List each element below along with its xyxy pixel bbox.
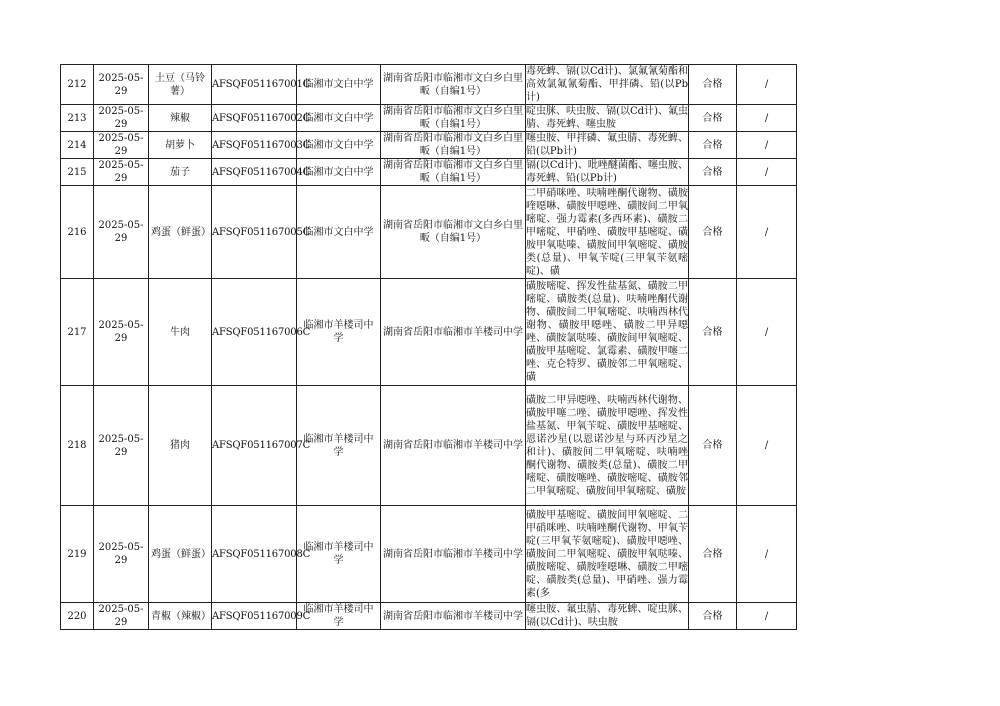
sample-code: AFSQF051167004C: [212, 166, 311, 178]
sample-code-cell: [212, 186, 311, 279]
row-number: 220: [67, 610, 87, 622]
sampled-address-cell: [381, 132, 526, 159]
remark-cell: [737, 132, 797, 159]
sample-code-cell: [212, 132, 311, 159]
sampling-date: 2025-05-29: [98, 133, 144, 157]
table-row: [61, 386, 797, 506]
sample-name-cell: [149, 132, 212, 159]
remark-cell: [737, 65, 797, 105]
test-items-cell: [526, 159, 689, 186]
sampled-address: 湖南省岳阳市临湘市文白乡白里畈（自编1号）: [383, 133, 523, 157]
sample-code: AFSQF051167001C: [212, 79, 311, 90]
table-row: [61, 132, 797, 159]
sampled-unit-cell: [297, 186, 381, 279]
sampling-date: 2025-05-29: [98, 106, 144, 130]
test-items: 噻虫胺、氟虫腈、毒死蜱、啶虫脒、镉(以Cd计)、呋虫胺: [526, 604, 688, 628]
sampling-date-cell: [94, 132, 149, 159]
test-items: 二甲硝咪唑、呋喃唑酮代谢物、磺胺喹噁啉、磺胺甲噁唑、磺胺间二甲氧嘧啶、强力霉素(多西环素)、磺胺二甲嘧啶、甲硝唑、磺胺甲基嘧啶、磺胺甲氧哒嗪、磺胺间甲氧嘧啶、磺胺类(总量)、甲氧苄啶(三甲氧苄氨嘧啶)、磺: [526, 187, 688, 277]
sampled-unit-cell: [297, 105, 381, 132]
test-items-cell: [526, 105, 689, 132]
sample-code-cell: [212, 65, 311, 105]
test-result: 合格: [702, 139, 723, 151]
sampled-unit: 临湘市文白中学: [303, 139, 374, 151]
sampled-address-cell: [381, 186, 526, 279]
remark-cell: [737, 603, 797, 630]
sampled-unit: 临湘市文白中学: [303, 112, 374, 124]
remark-cell: [737, 386, 797, 506]
row-number-cell: [61, 105, 94, 132]
sample-code: AFSQF051167005C: [212, 226, 311, 238]
test-items-cell: [526, 65, 689, 105]
test-result: 合格: [702, 610, 723, 622]
sampling-date-cell: [94, 65, 149, 105]
test-items: 磺胺甲基嘧啶、磺胺间甲氧嘧啶、二甲硝咪唑、呋喃唑酮代谢物、甲氧苄啶(三甲氧苄氨嘧啶)、磺胺甲噁唑、磺胺间二甲氧嘧啶、磺胺甲氧哒嗪、磺胺嘧啶、磺胺喹噁啉、磺胺二甲嘧啶、磺胺类(总量)、甲硝唑、强力霉素(多: [526, 509, 688, 599]
remark: /: [764, 226, 769, 238]
test-result: 合格: [702, 548, 723, 560]
sampled-address-cell: [381, 603, 526, 630]
sampled-address: 湖南省岳阳市临湘市文白乡白里畈（自编1号）: [383, 220, 523, 244]
sample-name: 鸡蛋（鲜蛋）: [151, 226, 211, 238]
remark-cell: [737, 186, 797, 279]
test-result-cell: [689, 386, 737, 506]
test-result: 合格: [702, 226, 723, 238]
sampled-address-cell: [381, 105, 526, 132]
row-number-cell: [61, 506, 94, 603]
row-number: 216: [67, 226, 87, 238]
sampled-unit: 临湘市文白中学: [303, 79, 374, 90]
test-items-cell: [526, 186, 689, 279]
test-result-cell: [689, 132, 737, 159]
test-result: 合格: [702, 112, 723, 124]
sampled-address: 湖南省岳阳市临湘市羊楼司中学: [383, 548, 523, 560]
test-result-cell: [689, 279, 737, 386]
remark: /: [764, 79, 769, 90]
sampling-date: 2025-05-29: [98, 160, 144, 184]
sampled-unit-cell: [297, 65, 381, 105]
remark: /: [764, 326, 769, 338]
table-row: [61, 65, 797, 105]
sampled-unit: 临湘市羊楼司中学: [303, 542, 374, 566]
table-row: [61, 279, 797, 386]
sample-code: AFSQF051167006C: [212, 326, 311, 338]
test-result-cell: [689, 186, 737, 279]
remark: /: [764, 548, 769, 560]
table-row: [61, 105, 797, 132]
sampled-address-cell: [381, 279, 526, 386]
remark-cell: [737, 506, 797, 603]
remark: /: [764, 166, 769, 178]
row-number: 213: [67, 112, 87, 124]
test-result: 合格: [702, 326, 723, 338]
test-result: 合格: [702, 166, 723, 178]
test-items-cell: [526, 506, 689, 603]
sample-code-cell: [212, 603, 311, 630]
row-number: 217: [67, 326, 87, 338]
sample-code-cell: [212, 386, 311, 506]
sampling-date-cell: [94, 186, 149, 279]
sample-name-cell: [149, 105, 212, 132]
test-items: 磺胺二甲异噁唑、呋喃西林代谢物、磺胺甲噻二唑、磺胺甲噁唑、挥发性盐基氮、甲氧苄啶、磺胺甲基嘧啶、恩诺沙星(以恩诺沙星与环丙沙星之和计)、磺胺间二甲氧嘧啶、呋喃唑酮代谢物、磺胺类(总量)、磺胺二甲嘧啶、磺胺噻唑、磺胺嘧啶、磺胺邻二甲氧嘧啶、磺胺间甲氧嘧啶、磺胺: [526, 394, 688, 497]
sample-code: AFSQF051167008C: [212, 548, 311, 560]
sampled-unit: 临湘市文白中学: [303, 226, 374, 238]
row-number: 219: [67, 548, 87, 560]
row-number-cell: [61, 279, 94, 386]
sample-code-cell: [212, 279, 311, 386]
sampled-unit: 临湘市文白中学: [303, 166, 374, 178]
table-row: [61, 506, 797, 603]
row-number-cell: [61, 386, 94, 506]
remark-cell: [737, 105, 797, 132]
sampling-date-cell: [94, 159, 149, 186]
sampled-address-cell: [381, 159, 526, 186]
test-items: 镉(以Cd计)、吡唑醚菌酯、噻虫胺、毒死蜱、铅(以Pb计): [526, 160, 688, 184]
sample-code-cell: [212, 159, 311, 186]
test-result-cell: [689, 506, 737, 603]
test-items-cell: [526, 279, 689, 386]
sampling-date-cell: [94, 603, 149, 630]
test-items: 啶虫脒、呋虫胺、镉(以Cd计)、氟虫腈、毒死蜱、噻虫胺: [526, 106, 688, 130]
sample-code-cell: [212, 105, 311, 132]
sample-code: AFSQF051167007C: [212, 440, 311, 451]
sampling-date: 2025-05-29: [98, 542, 144, 566]
row-number-cell: [61, 159, 94, 186]
table-row: [61, 159, 797, 186]
sample-name-cell: [149, 279, 212, 386]
sampled-address: 湖南省岳阳市临湘市羊楼司中学: [383, 440, 523, 451]
sampling-date-cell: [94, 105, 149, 132]
sampling-date-cell: [94, 279, 149, 386]
sampled-unit: 临湘市羊楼司中学: [303, 604, 374, 628]
sampled-address: 湖南省岳阳市临湘市羊楼司中学: [383, 326, 523, 338]
sampled-address: 湖南省岳阳市临湘市羊楼司中学: [383, 610, 523, 622]
row-number-cell: [61, 603, 94, 630]
sampling-date: 2025-05-29: [98, 433, 144, 458]
remark-cell: [737, 279, 797, 386]
sample-name-cell: [149, 506, 212, 603]
test-result-cell: [689, 603, 737, 630]
sampled-address: 湖南省岳阳市临湘市文白乡白里畈（自编1号）: [383, 72, 523, 97]
sample-name: 青椒（辣椒）: [151, 610, 211, 622]
test-result: 合格: [702, 440, 723, 451]
sample-code: AFSQF051167002C: [212, 112, 311, 124]
test-items-cell: [526, 603, 689, 630]
row-number-cell: [61, 132, 94, 159]
table-row: [61, 186, 797, 279]
row-number: 215: [67, 166, 87, 178]
row-number-cell: [61, 65, 94, 105]
sampling-date: 2025-05-29: [98, 72, 144, 97]
sample-code-cell: [212, 506, 311, 603]
test-items: 噻虫胺、甲拌磷、氟虫腈、毒死蜱、铅(以Pb计): [526, 133, 688, 157]
test-result-cell: [689, 159, 737, 186]
test-items: 磺胺嘧啶、挥发性盐基氮、磺胺二甲嘧啶、磺胺类(总量)、呋喃唑酮代谢物、磺胺间二甲氧嘧啶、呋喃西林代谢物、磺胺甲噁唑、磺胺二甲异噁唑、磺胺氯哒嗪、磺胺间甲氧嘧啶、磺胺甲基嘧啶、氯霉素、磺胺甲噻二唑、克仑特罗、磺胺邻二甲氧嘧啶、磺: [526, 281, 688, 383]
sample-name: 茄子: [170, 166, 190, 178]
test-result: 合格: [702, 79, 723, 90]
sampled-unit: 临湘市羊楼司中学: [303, 433, 374, 458]
row-number: 214: [67, 139, 87, 151]
sampled-address: 湖南省岳阳市临湘市文白乡白里畈（自编1号）: [383, 106, 523, 130]
test-items-cell: [526, 132, 689, 159]
sample-name: 辣椒: [170, 112, 190, 124]
sample-name-cell: [149, 186, 212, 279]
inspection-results-table: [60, 64, 797, 630]
row-number-cell: [61, 186, 94, 279]
sampled-address-cell: [381, 386, 526, 506]
sampling-date-cell: [94, 386, 149, 506]
sample-name: 胡萝卜: [165, 139, 195, 151]
sample-name-cell: [149, 159, 212, 186]
sampled-address: 湖南省岳阳市临湘市文白乡白里畈（自编1号）: [383, 160, 523, 184]
sampling-date: 2025-05-29: [98, 320, 144, 344]
sample-name: 牛肉: [170, 326, 190, 338]
remark: /: [764, 440, 769, 451]
sampled-unit: 临湘市羊楼司中学: [303, 320, 374, 344]
sample-name-cell: [149, 603, 212, 630]
sample-name-cell: [149, 386, 212, 506]
sampling-date-cell: [94, 506, 149, 603]
sample-name: 鸡蛋（鲜蛋）: [151, 548, 211, 560]
remark: /: [764, 139, 769, 151]
test-items-cell: [526, 386, 689, 506]
sample-name-cell: [149, 65, 212, 105]
test-items: 毒死蜱、镉(以Cd计)、氯氟氰菊酯和高效氯氟氰菊酯、甲拌磷、铅(以Pb计): [526, 66, 688, 103]
test-result-cell: [689, 105, 737, 132]
sample-code: AFSQF051167003C: [212, 139, 311, 151]
remark: /: [764, 610, 769, 622]
remark-cell: [737, 159, 797, 186]
remark: /: [764, 112, 769, 124]
sampled-unit-cell: [297, 132, 381, 159]
row-number: 218: [67, 440, 87, 451]
sampling-date: 2025-05-29: [98, 220, 144, 244]
sample-name: 猪肉: [170, 440, 190, 451]
test-result-cell: [689, 65, 737, 105]
row-number: 212: [67, 79, 87, 90]
sample-name: 土豆（马铃薯）: [155, 72, 205, 97]
sampling-date: 2025-05-29: [98, 604, 144, 628]
sampled-address-cell: [381, 506, 526, 603]
sampled-address-cell: [381, 65, 526, 105]
table-row: [61, 603, 797, 630]
sample-code: AFSQF051167009C: [212, 610, 311, 622]
sampled-unit-cell: [297, 159, 381, 186]
